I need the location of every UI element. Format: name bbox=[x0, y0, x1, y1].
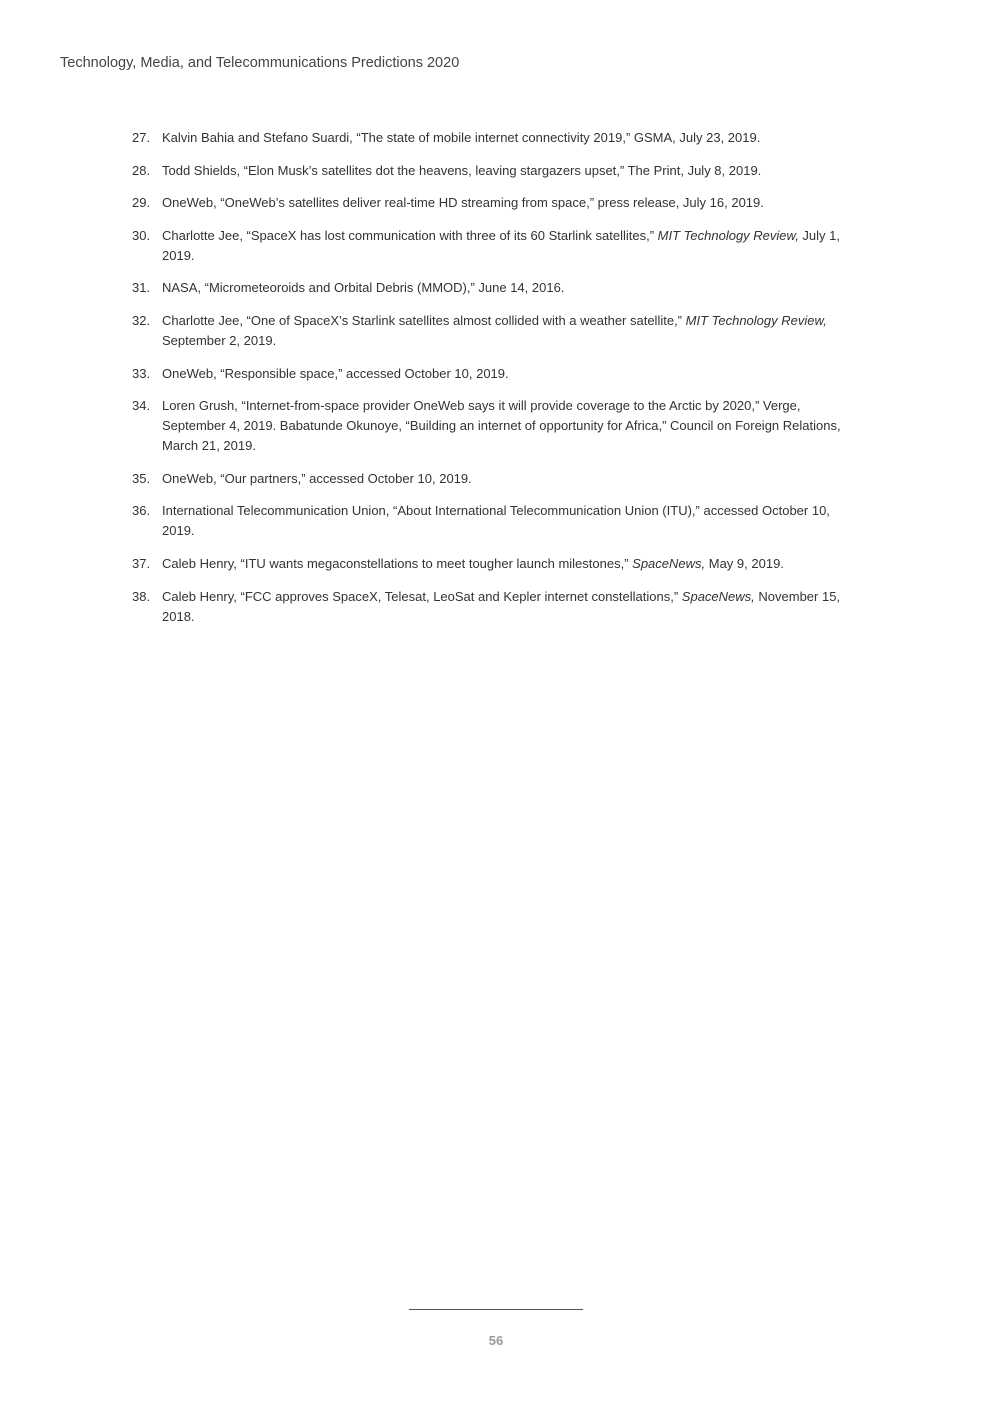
endnote-number: 27. bbox=[132, 130, 151, 145]
citation-text: September 2, 2019. bbox=[162, 332, 277, 348]
endnote-number: 36. bbox=[132, 503, 151, 519]
citation-text: Caleb Henry, “FCC approves SpaceX, Telesat, LeoSat and Kepler internet constellations,” bbox=[162, 588, 682, 604]
endnote-number: 28. bbox=[132, 162, 151, 178]
citation-text: Charlotte Jee, “SpaceX has lost communication with three of its 60 Starlink satellites,” bbox=[162, 227, 658, 243]
citation-text: OneWeb, “Our partners,” accessed October 10, 2019. bbox=[162, 470, 472, 486]
endnote-item bbox=[132, 554, 862, 574]
endnote-citation bbox=[162, 226, 862, 266]
endnote-item bbox=[132, 161, 862, 181]
page-number: 56 bbox=[488, 1333, 504, 1348]
endnote-number: 37. bbox=[132, 555, 151, 571]
endnote-number: 31. bbox=[132, 280, 151, 296]
citation-publication-title: SpaceNews, bbox=[681, 588, 755, 604]
citation-text: Loren Grush, “Internet-from-space provider OneWeb says it will provide coverage to the Arctic by 2020,” Verge, September 4, 2019. Babatunde Okunoye, “Building an internet of opportunity for Africa,” Council on Foreign Relations, March 21, 2019. bbox=[162, 398, 841, 454]
endnote-item bbox=[132, 128, 862, 148]
endnote-number: 33. bbox=[132, 365, 151, 381]
endnote-number: 32. bbox=[132, 312, 151, 328]
endnote-item bbox=[132, 501, 862, 541]
citation-text: Caleb Henry, “ITU wants megaconstellations to meet tougher launch milestones,” bbox=[162, 555, 633, 571]
endnote-item bbox=[132, 193, 862, 213]
endnote-number: 34. bbox=[132, 398, 151, 414]
endnote-item bbox=[132, 278, 862, 298]
endnote-citation bbox=[162, 396, 862, 456]
endnote-citation bbox=[162, 364, 862, 384]
citation-text: Kalvin Bahia and Stefano Suardi, “The state of mobile internet connectivity 2019,” GSMA, July 23, 2019. bbox=[162, 130, 761, 145]
endnote-citation bbox=[162, 469, 862, 489]
endnote-citation bbox=[162, 554, 862, 574]
citation-text: July 1, 2019. bbox=[162, 227, 840, 263]
citation-publication-title: SpaceNews, bbox=[632, 555, 706, 571]
endnote-item bbox=[132, 226, 862, 266]
endnote-item bbox=[132, 469, 862, 489]
endnote-citation bbox=[162, 501, 862, 541]
citation-publication-title: MIT Technology Review, bbox=[685, 312, 827, 328]
footer-divider bbox=[409, 1309, 583, 1310]
endnote-item bbox=[132, 587, 862, 627]
endnote-item bbox=[132, 364, 862, 384]
citation-text: Charlotte Jee, “One of SpaceX’s Starlink satellites almost collided with a weather satellite,” bbox=[162, 312, 686, 328]
citation-text: International Telecommunication Union, “About International Telecommunication Union (ITU),” accessed October 10, 2019. bbox=[162, 503, 830, 539]
endnote-citation bbox=[162, 128, 862, 148]
endnote-number: 38. bbox=[132, 588, 151, 604]
endnote-number: 30. bbox=[132, 227, 151, 243]
citation-text: Todd Shields, “Elon Musk’s satellites dot the heavens, leaving stargazers upset,” The Print, July 8, 2019. bbox=[162, 162, 762, 178]
citation-text: November 15, 2018. bbox=[162, 588, 841, 624]
running-header-title: Technology, Media, and Telecommunications Predictions 2020 bbox=[60, 55, 460, 71]
citation-text: OneWeb, “OneWeb’s satellites deliver real-time HD streaming from space,” press release, July 16, 2019. bbox=[162, 195, 764, 211]
endnote-citation bbox=[162, 587, 862, 627]
endnote-citation bbox=[162, 278, 862, 298]
endnote-citation bbox=[162, 161, 862, 181]
citation-text: NASA, “Micrometeoroids and Orbital Debris (MMOD),” June 14, 2016. bbox=[162, 280, 565, 296]
endnote-number: 35. bbox=[132, 470, 151, 486]
citation-text: OneWeb, “Responsible space,” accessed October 10, 2019. bbox=[162, 365, 509, 381]
endnote-citation bbox=[162, 193, 862, 213]
endnote-number: 29. bbox=[132, 195, 151, 211]
citation-text: May 9, 2019. bbox=[705, 555, 784, 571]
citation-publication-title: MIT Technology Review, bbox=[657, 227, 799, 243]
endnotes-list bbox=[132, 128, 862, 639]
endnote-item bbox=[132, 311, 862, 351]
endnote-citation bbox=[162, 311, 862, 351]
endnote-item bbox=[132, 396, 862, 456]
